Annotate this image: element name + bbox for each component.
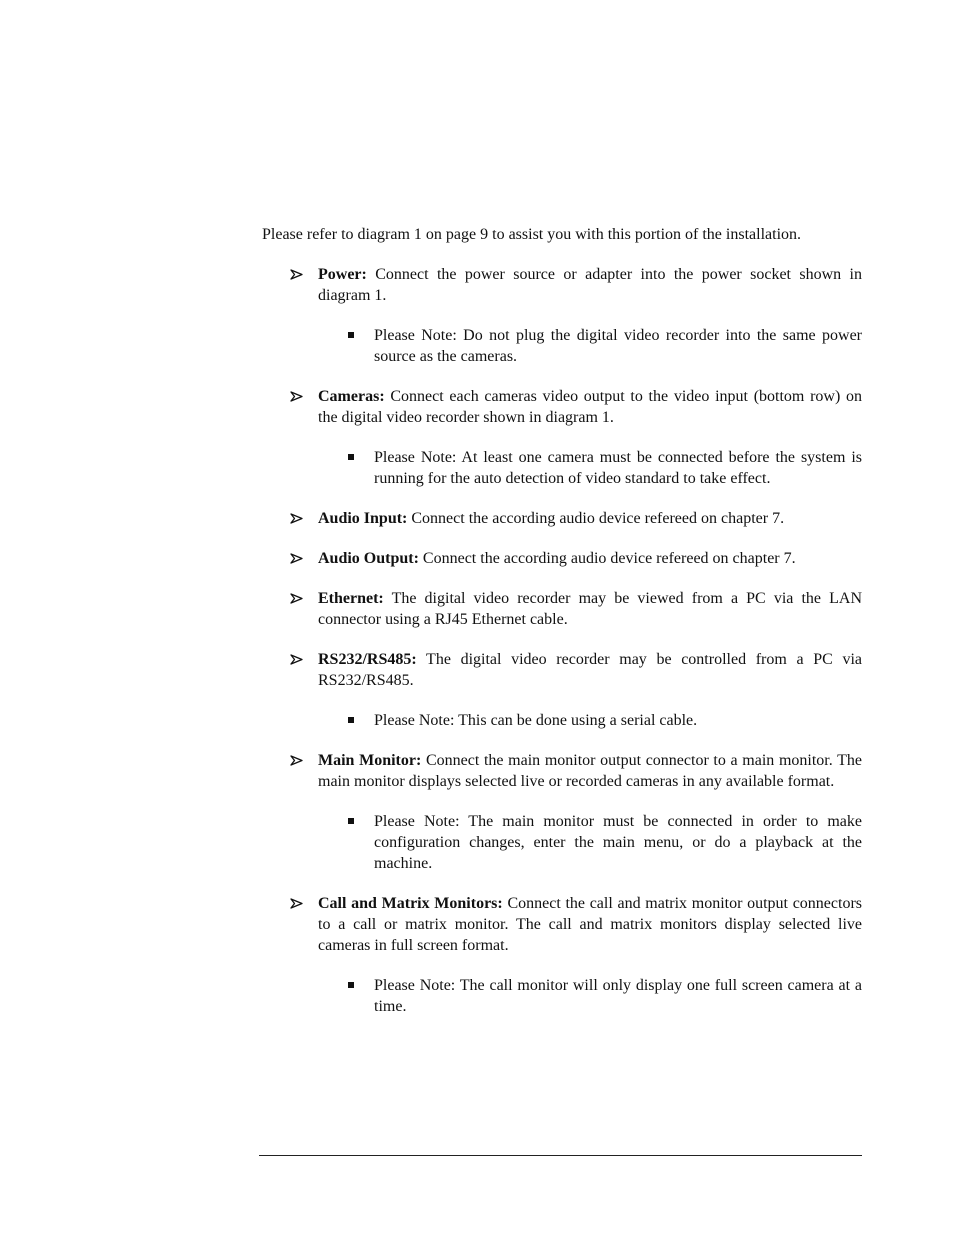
connection-list — [262, 264, 862, 1036]
list-item — [262, 649, 862, 691]
item-label: RS232/RS485: — [318, 651, 417, 668]
arrowhead-bullet-icon — [290, 588, 304, 609]
square-bullet-icon — [348, 982, 354, 988]
item-text — [318, 508, 862, 529]
item-body: The digital video recorder may be controlled from a PC via RS232/RS485. — [318, 651, 862, 689]
item-label: Call and Matrix Monitors: — [318, 895, 503, 912]
note-item — [262, 325, 862, 367]
item-label: Audio Input: — [318, 510, 408, 527]
list-item — [262, 750, 862, 792]
arrowhead-bullet-icon — [290, 264, 304, 285]
list-item — [262, 264, 862, 306]
item-body: The digital video recorder may be viewed from a PC via the LAN connector using a RJ45 Ethernet cable. — [318, 590, 862, 628]
note-item — [262, 811, 862, 874]
note-item — [262, 710, 862, 731]
item-text — [318, 264, 862, 306]
square-bullet-icon — [348, 717, 354, 723]
arrowhead-bullet-icon — [290, 548, 304, 569]
item-label: Cameras: — [318, 388, 385, 405]
item-text — [318, 649, 862, 691]
footer-rule — [259, 1155, 862, 1156]
item-text — [318, 750, 862, 792]
item-label: Main Monitor: — [318, 752, 422, 769]
item-label: Audio Output: — [318, 550, 419, 567]
item-text — [318, 893, 862, 956]
arrowhead-bullet-icon — [290, 508, 304, 529]
item-label: Power: — [318, 266, 367, 283]
item-body: Connect the power source or adapter into the power socket shown in diagram 1. — [318, 266, 862, 304]
note-text: Please Note: This can be done using a serial cable. — [374, 712, 698, 729]
item-body: Connect each cameras video output to the video input (bottom row) on the digital video recorder shown in diagram 1. — [318, 388, 862, 426]
list-item — [262, 548, 862, 569]
item-body: Connect the according audio device refereed on chapter 7. — [407, 510, 785, 527]
item-body: Connect the main monitor output connector to a main monitor. The main monitor displays selected live or recorded cameras in any available format. — [318, 752, 862, 790]
arrowhead-bullet-icon — [290, 649, 304, 670]
item-text — [318, 386, 862, 428]
list-item — [262, 893, 862, 956]
list-item — [262, 508, 862, 529]
item-text — [318, 588, 862, 630]
note-text: Please Note: The main monitor must be connected in order to make configuration changes, enter the main menu, or do a playback at the machine. — [374, 813, 862, 872]
arrowhead-bullet-icon — [290, 893, 304, 914]
item-label: Ethernet: — [318, 590, 384, 607]
square-bullet-icon — [348, 332, 354, 338]
note-item — [262, 975, 862, 1017]
note-text: Please Note: The call monitor will only display one full screen camera at a time. — [374, 977, 862, 1015]
item-body: Connect the call and matrix monitor output connectors to a call or matrix monitor. The call and matrix monitors display selected live cameras in full screen format. — [318, 895, 863, 954]
note-text: Please Note: At least one camera must be connected before the system is running for the auto detection of video standard to take effect. — [374, 449, 862, 487]
item-body: Connect the according audio device refereed on chapter 7. — [418, 550, 796, 567]
arrowhead-bullet-icon — [290, 386, 304, 407]
item-text — [318, 548, 862, 569]
intro-text: Please refer to diagram 1 on page 9 to assist you with this portion of the installation. — [262, 226, 802, 243]
note-item — [262, 447, 862, 489]
square-bullet-icon — [348, 818, 354, 824]
list-item — [262, 386, 862, 428]
square-bullet-icon — [348, 454, 354, 460]
list-item — [262, 588, 862, 630]
arrowhead-bullet-icon — [290, 750, 304, 771]
note-text: Please Note: Do not plug the digital video recorder into the same power source as the cameras. — [374, 327, 862, 365]
